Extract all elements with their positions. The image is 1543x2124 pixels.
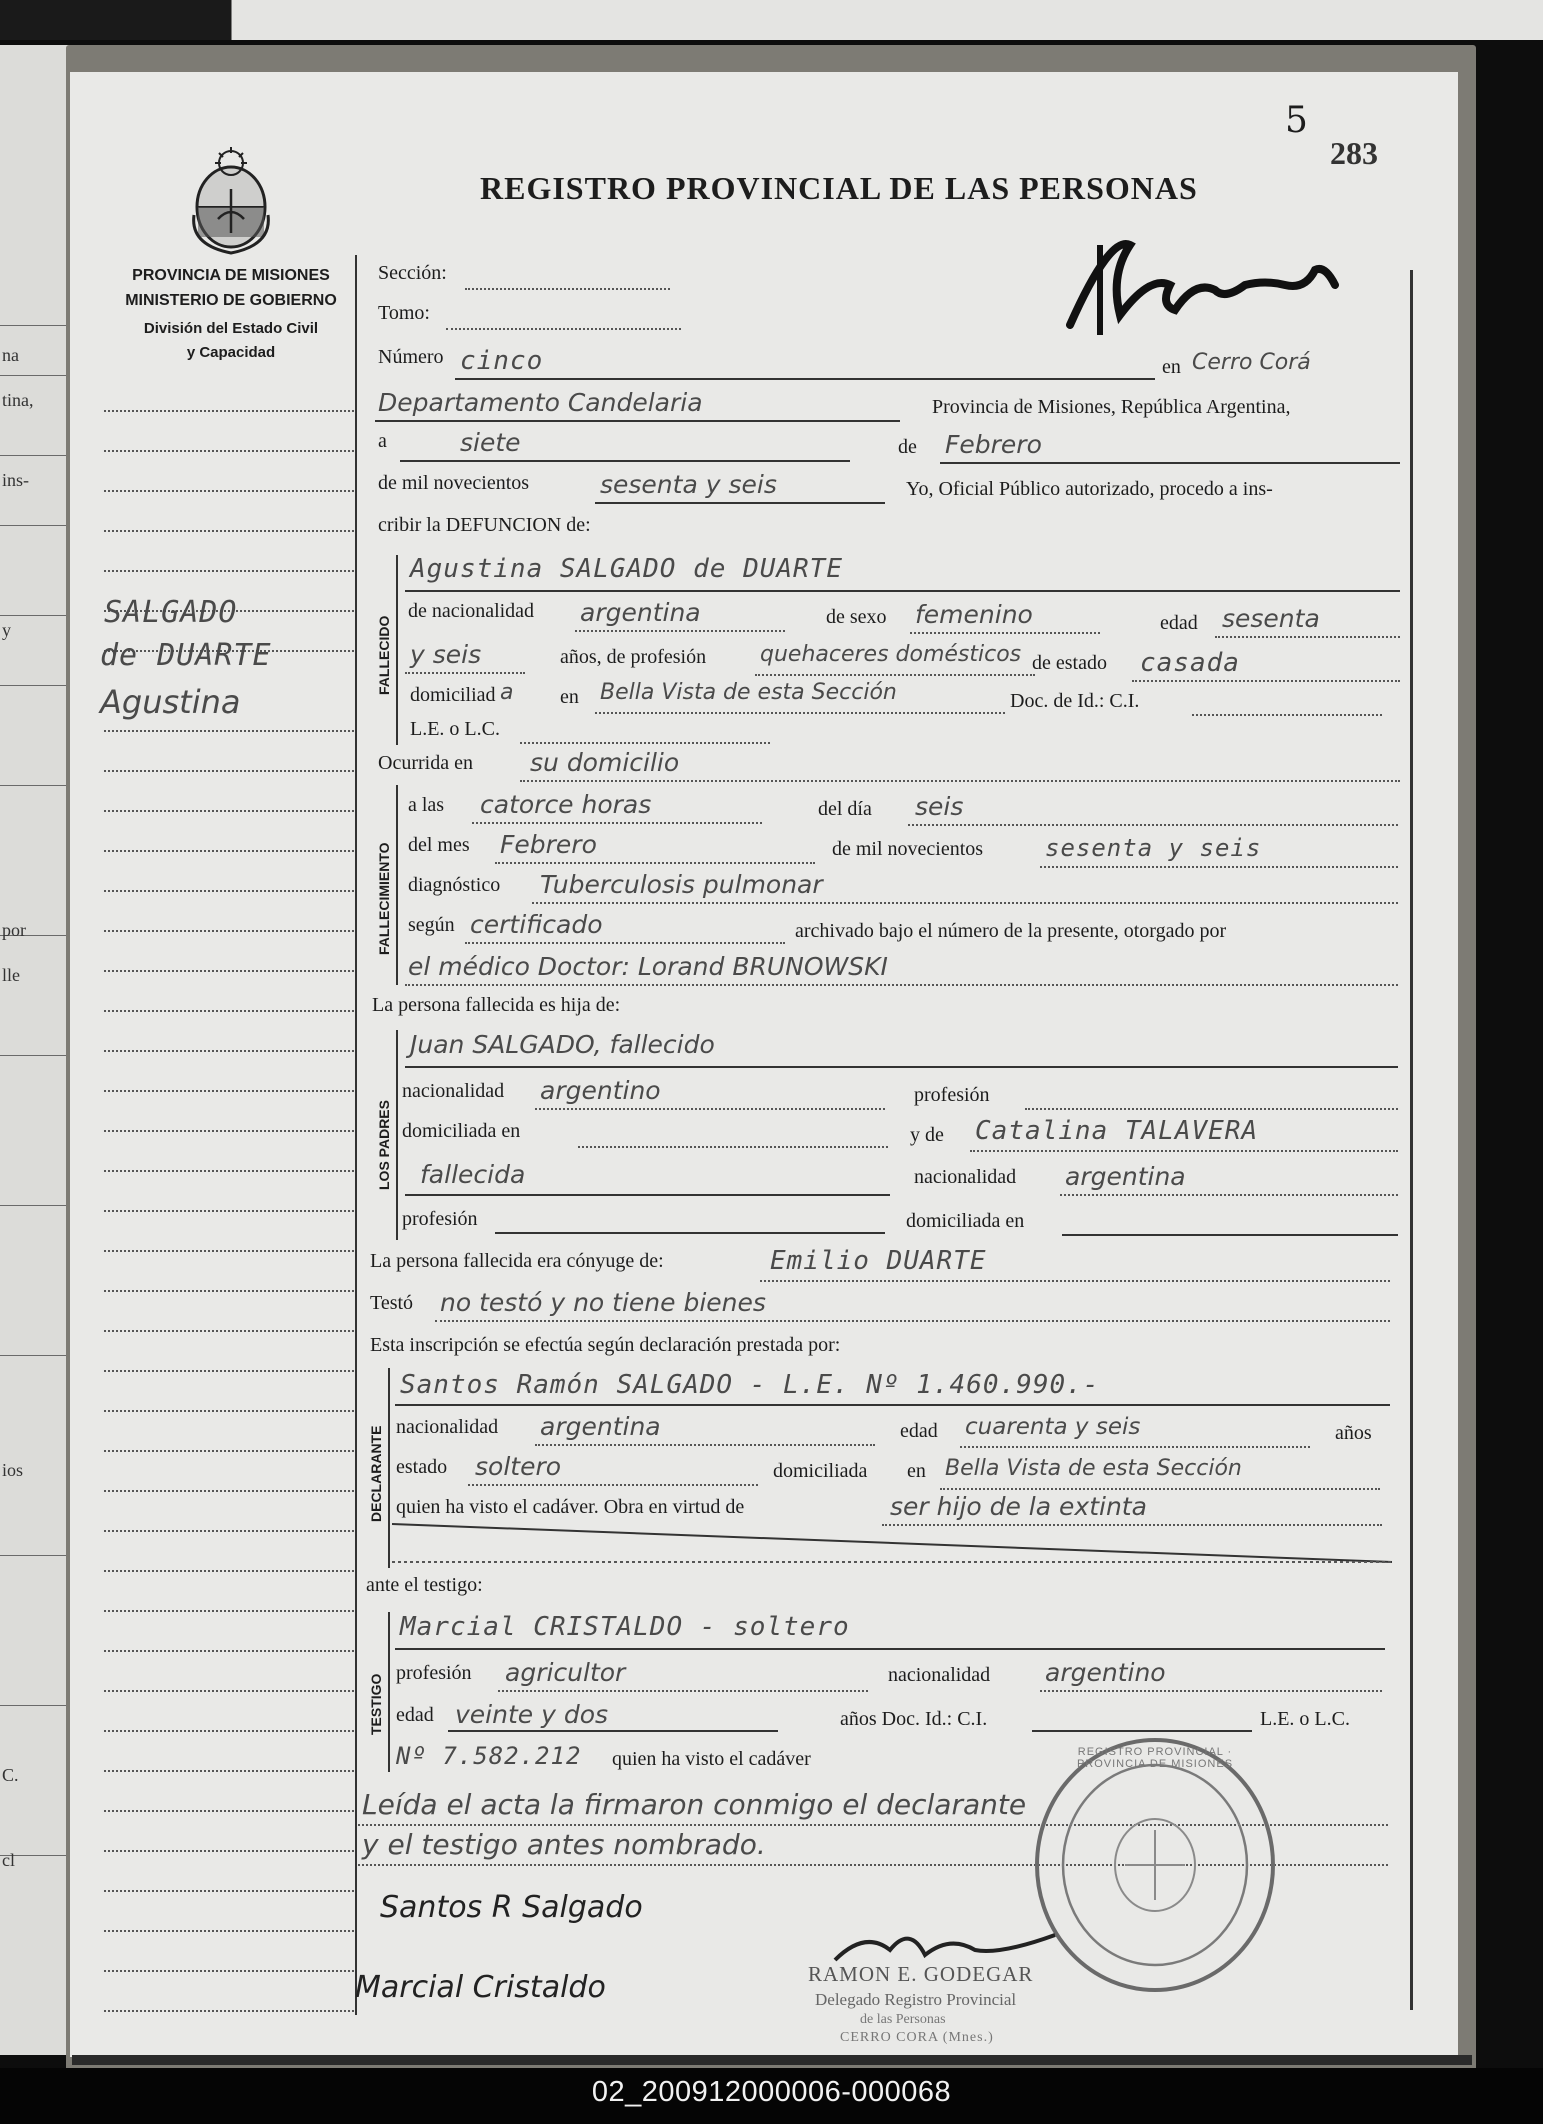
- line: [1025, 1108, 1398, 1110]
- line: [405, 1194, 890, 1196]
- label-archivado: archivado bajo el número de la presente, otorgado por: [795, 920, 1227, 942]
- label-test-edad: edad: [396, 1704, 434, 1726]
- label-quien-cadaver: quien ha visto el cadáver. Obra en virtud de: [396, 1496, 745, 1518]
- line: [1062, 1234, 1398, 1236]
- label-y-de: y de: [910, 1124, 944, 1146]
- line: [395, 1648, 1385, 1650]
- value-test-nac: argentino: [1045, 1658, 1166, 1687]
- page-title: REGISTRO PROVINCIAL DE LAS PERSONAS: [480, 170, 1198, 206]
- label-anos-profesion: años, de profesión: [560, 646, 707, 668]
- left-facing-page: [0, 45, 75, 2055]
- line: [1040, 1690, 1382, 1692]
- label-test-profesion: profesión: [396, 1662, 472, 1684]
- label-conyuge: La persona fallecida era cónyuge de:: [370, 1250, 664, 1272]
- side-label-fallecido: FALLECIDO: [376, 615, 392, 695]
- line: [446, 328, 681, 330]
- line: [532, 902, 1398, 904]
- line: [465, 288, 670, 290]
- value-mil-nov: sesenta y seis: [1045, 834, 1262, 862]
- line: [468, 1484, 758, 1486]
- label-hija-de: La persona fallecida es hija de:: [372, 994, 621, 1016]
- left-fragment: C.: [2, 1765, 19, 1785]
- line: [405, 672, 525, 674]
- line: [435, 1320, 1390, 1322]
- label-domiciliada-en: domiciliada en: [402, 1120, 521, 1142]
- line: [970, 1150, 1398, 1152]
- label-yo-oficial: Yo, Oficial Público autorizado, procedo a ins-: [906, 478, 1273, 500]
- margin-note-married: de DUARTE: [100, 638, 272, 673]
- value-del-dia: seis: [915, 792, 964, 821]
- seal-text: REGISTRO PROVINCIAL · PROVINCIA DE MISIONES: [1076, 1746, 1234, 1770]
- label-profesion-padre: profesión: [914, 1084, 990, 1106]
- label-quien-cadaver2: quien ha visto el cadáver: [612, 1748, 811, 1770]
- label-a: a: [378, 430, 387, 452]
- page-number: 5: [1285, 100, 1308, 141]
- left-fragment: por: [2, 920, 26, 940]
- value-test-edad: veinte y dos: [455, 1700, 609, 1729]
- footer-image-code: 02_200912000006-000068: [591, 2076, 952, 2108]
- official-place: CERRO CORA (Mnes.): [840, 2030, 994, 2045]
- left-fragment: tina,: [2, 390, 34, 410]
- value-medico: el médico Doctor: Lorand BRUNOWSKI: [408, 952, 888, 981]
- line: [495, 1232, 885, 1234]
- value-conyuge: Emilio DUARTE: [770, 1246, 987, 1276]
- value-madre-estado: fallecida: [420, 1160, 526, 1189]
- line: [595, 712, 1005, 714]
- value-nombre: Agustina SALGADO de DUARTE: [410, 554, 843, 584]
- line: [448, 1730, 778, 1732]
- value-padre-nac: argentino: [540, 1076, 661, 1105]
- label-tomo: Tomo:: [378, 302, 430, 324]
- header-capacidad: y Capacidad: [186, 344, 276, 361]
- page-number-stamp: 283: [1330, 135, 1378, 171]
- value-estado: casada: [1140, 648, 1240, 678]
- official-signature-icon: [1060, 225, 1380, 355]
- line: [760, 1280, 1390, 1282]
- label-cribir: cribir la DEFUNCION de:: [378, 514, 591, 536]
- official-role-2: de las Personas: [860, 2012, 946, 2027]
- value-horas: catorce horas: [480, 790, 652, 819]
- label-provincia: Provincia de Misiones, República Argentina,: [932, 396, 1291, 418]
- coat-of-arms-icon: [188, 145, 274, 255]
- value-dia: siete: [460, 428, 521, 457]
- line: [578, 1146, 888, 1148]
- left-fragment: ios: [2, 1460, 24, 1480]
- value-segun: certificado: [470, 910, 603, 939]
- value-obra-virtud: ser hijo de la extinta: [890, 1492, 1147, 1521]
- line: [495, 862, 815, 864]
- label-le-o-lc: L.E. o L.C.: [1260, 1708, 1350, 1730]
- line: [400, 460, 850, 462]
- label-profesion-madre: profesión: [402, 1208, 478, 1230]
- line: [1060, 1194, 1398, 1196]
- value-mes: Febrero: [945, 430, 1042, 459]
- label-domiciliad: domiciliad: [410, 684, 496, 706]
- value-del-mes: Febrero: [500, 830, 597, 859]
- label-de-nacionalidad: de nacionalidad: [408, 600, 535, 622]
- top-strip: [0, 0, 1543, 40]
- value-test-prof: agricultor: [505, 1658, 626, 1687]
- value-test-le: Nº 7.582.212: [396, 1742, 582, 1770]
- label-seccion: Sección:: [378, 262, 447, 284]
- label-domiciliada-madre: domiciliada en: [906, 1210, 1025, 1232]
- label-del-mes: del mes: [408, 834, 470, 856]
- line: [498, 1690, 868, 1692]
- value-diagnostico: Tuberculosis pulmonar: [540, 870, 823, 899]
- line: [908, 824, 1398, 826]
- left-fragment: cl: [2, 1850, 15, 1870]
- margin-note-surname: SALGADO: [104, 595, 238, 630]
- label-a-las: a las: [408, 794, 445, 816]
- label-doc-id: Doc. de Id.: C.I.: [1010, 690, 1140, 712]
- left-fragment: ins-: [2, 470, 29, 490]
- label-en2: en: [560, 686, 579, 708]
- value-edad2: y seis: [410, 640, 482, 669]
- line: [595, 502, 885, 504]
- label-diagnostico: diagnóstico: [408, 874, 501, 896]
- line: [1132, 680, 1400, 682]
- value-edad1: sesenta: [1222, 604, 1320, 633]
- signature-declarante: Santos R Salgado: [380, 1890, 643, 1925]
- header-ministry: MINISTERIO DE GOBIERNO: [125, 292, 337, 309]
- line: [520, 780, 1400, 782]
- value-padre: Juan SALGADO, fallecido: [410, 1030, 715, 1059]
- value-ocurrida: su domicilio: [530, 748, 680, 777]
- value-en-lugar: Cerro Corá: [1192, 350, 1311, 375]
- side-label-declarante: DECLARANTE: [368, 1425, 384, 1522]
- label-ante-testigo: ante el testigo:: [366, 1574, 483, 1596]
- label-en: en: [1162, 356, 1181, 378]
- value-domicilio: Bella Vista de esta Sección: [600, 680, 897, 705]
- label-nacionalidad-madre: nacionalidad: [914, 1166, 1017, 1188]
- line: [1040, 866, 1398, 868]
- value-sexo: femenino: [915, 600, 1033, 629]
- value-leida-1: Leída el acta la firmaron conmigo el declarante: [362, 1788, 1027, 1821]
- side-label-los-padres: LOS PADRES: [376, 1100, 392, 1190]
- line: [940, 462, 1400, 464]
- label-nacionalidad-padre: nacionalidad: [402, 1080, 505, 1102]
- value-decl-edad: cuarenta y seis: [965, 1414, 1141, 1440]
- value-decl-estado: soltero: [475, 1452, 562, 1481]
- line: [1032, 1730, 1252, 1732]
- line: [535, 1444, 875, 1446]
- official-seal-icon: [1030, 1735, 1280, 1995]
- label-inscripcion: Esta inscripción se efectúa según declaración prestada por:: [370, 1334, 841, 1356]
- line: [960, 1446, 1310, 1448]
- line: [940, 1488, 1380, 1490]
- line: [465, 942, 785, 944]
- line: [472, 822, 762, 824]
- value-anio: sesenta y seis: [600, 470, 777, 499]
- line: [375, 420, 900, 422]
- line: [1215, 636, 1400, 638]
- side-label-testigo: TESTIGO: [368, 1673, 384, 1735]
- left-fragment: na: [2, 345, 19, 365]
- label-de-mil2: de mil novecientos: [832, 838, 984, 860]
- side-label-fallecimiento: FALLECIMIENTO: [376, 842, 392, 955]
- header-division: División del Estado Civil: [143, 320, 319, 337]
- value-leida-2: y el testigo antes nombrado.: [362, 1828, 766, 1861]
- line: [910, 632, 1100, 634]
- value-madre: Catalina TALAVERA: [975, 1116, 1259, 1146]
- label-decl-nacionalidad: nacionalidad: [396, 1416, 499, 1438]
- label-de-sexo: de sexo: [826, 606, 887, 628]
- value-decl-nac: argentina: [540, 1412, 661, 1441]
- line: [455, 378, 1155, 380]
- value-numero: cinco: [460, 346, 544, 376]
- label-decl-domiciliada: domiciliada: [773, 1460, 868, 1482]
- label-de-estado: de estado: [1032, 652, 1107, 674]
- signature-testigo: Marcial Cristaldo: [355, 1970, 606, 2005]
- value-madre-nac: argentina: [1065, 1162, 1186, 1191]
- official-name: RAMON E. GODEGAR: [808, 1962, 1034, 1986]
- value-nacionalidad: argentina: [580, 598, 701, 627]
- label-ocurrida: Ocurrida en: [378, 752, 473, 774]
- line: [405, 1066, 1398, 1068]
- label-de: de: [898, 436, 917, 458]
- label-decl-edad: edad: [900, 1420, 938, 1442]
- label-anos: años: [1335, 1422, 1372, 1444]
- label-test-nacionalidad: nacionalidad: [888, 1664, 991, 1686]
- value-departamento: Departamento Candelaria: [378, 388, 703, 417]
- line: [520, 742, 770, 744]
- label-numero: Número: [378, 346, 444, 368]
- line: [405, 984, 1398, 986]
- line: [575, 630, 785, 632]
- value-declarante: Santos Ramón SALGADO - L.E. Nº 1.460.990.-: [400, 1370, 1100, 1400]
- cancel-diagonal-icon: [392, 1520, 1392, 1570]
- label-decl-estado: estado: [396, 1456, 448, 1478]
- margin-note-given: Agustina: [100, 683, 241, 721]
- official-role: Delegado Registro Provincial: [815, 1990, 1017, 2009]
- page-bottom-edge: [72, 2055, 1472, 2065]
- header-province: PROVINCIA DE MISIONES: [132, 267, 330, 284]
- line: [1192, 714, 1382, 716]
- label-del-dia: del día: [818, 798, 872, 820]
- value-testo: no testó y no tiene bienes: [440, 1288, 766, 1317]
- left-fragment: y: [2, 620, 11, 640]
- label-le-lc: L.E. o L.C.: [410, 718, 500, 740]
- value-decl-dom: Bella Vista de esta Sección: [945, 1456, 1242, 1481]
- line: [535, 1108, 885, 1110]
- value-profesion: quehaceres domésticos: [760, 642, 1022, 667]
- left-margin-rule: [355, 255, 357, 2015]
- label-segun: según: [408, 914, 455, 936]
- label-edad: edad: [1160, 612, 1198, 634]
- value-domicilio-a: a: [500, 680, 514, 705]
- line: [405, 590, 1400, 592]
- label-decl-en: en: [907, 1460, 926, 1482]
- value-testigo: Marcial CRISTALDO - soltero: [400, 1612, 850, 1642]
- label-testo: Testó: [370, 1292, 414, 1314]
- left-fragment: lle: [2, 965, 20, 985]
- line: [755, 674, 1035, 676]
- label-de-mil: de mil novecientos: [378, 472, 530, 494]
- line: [395, 1404, 1390, 1406]
- label-anos-doc: años Doc. Id.: C.I.: [840, 1708, 988, 1730]
- right-border-rule: [1410, 270, 1413, 2010]
